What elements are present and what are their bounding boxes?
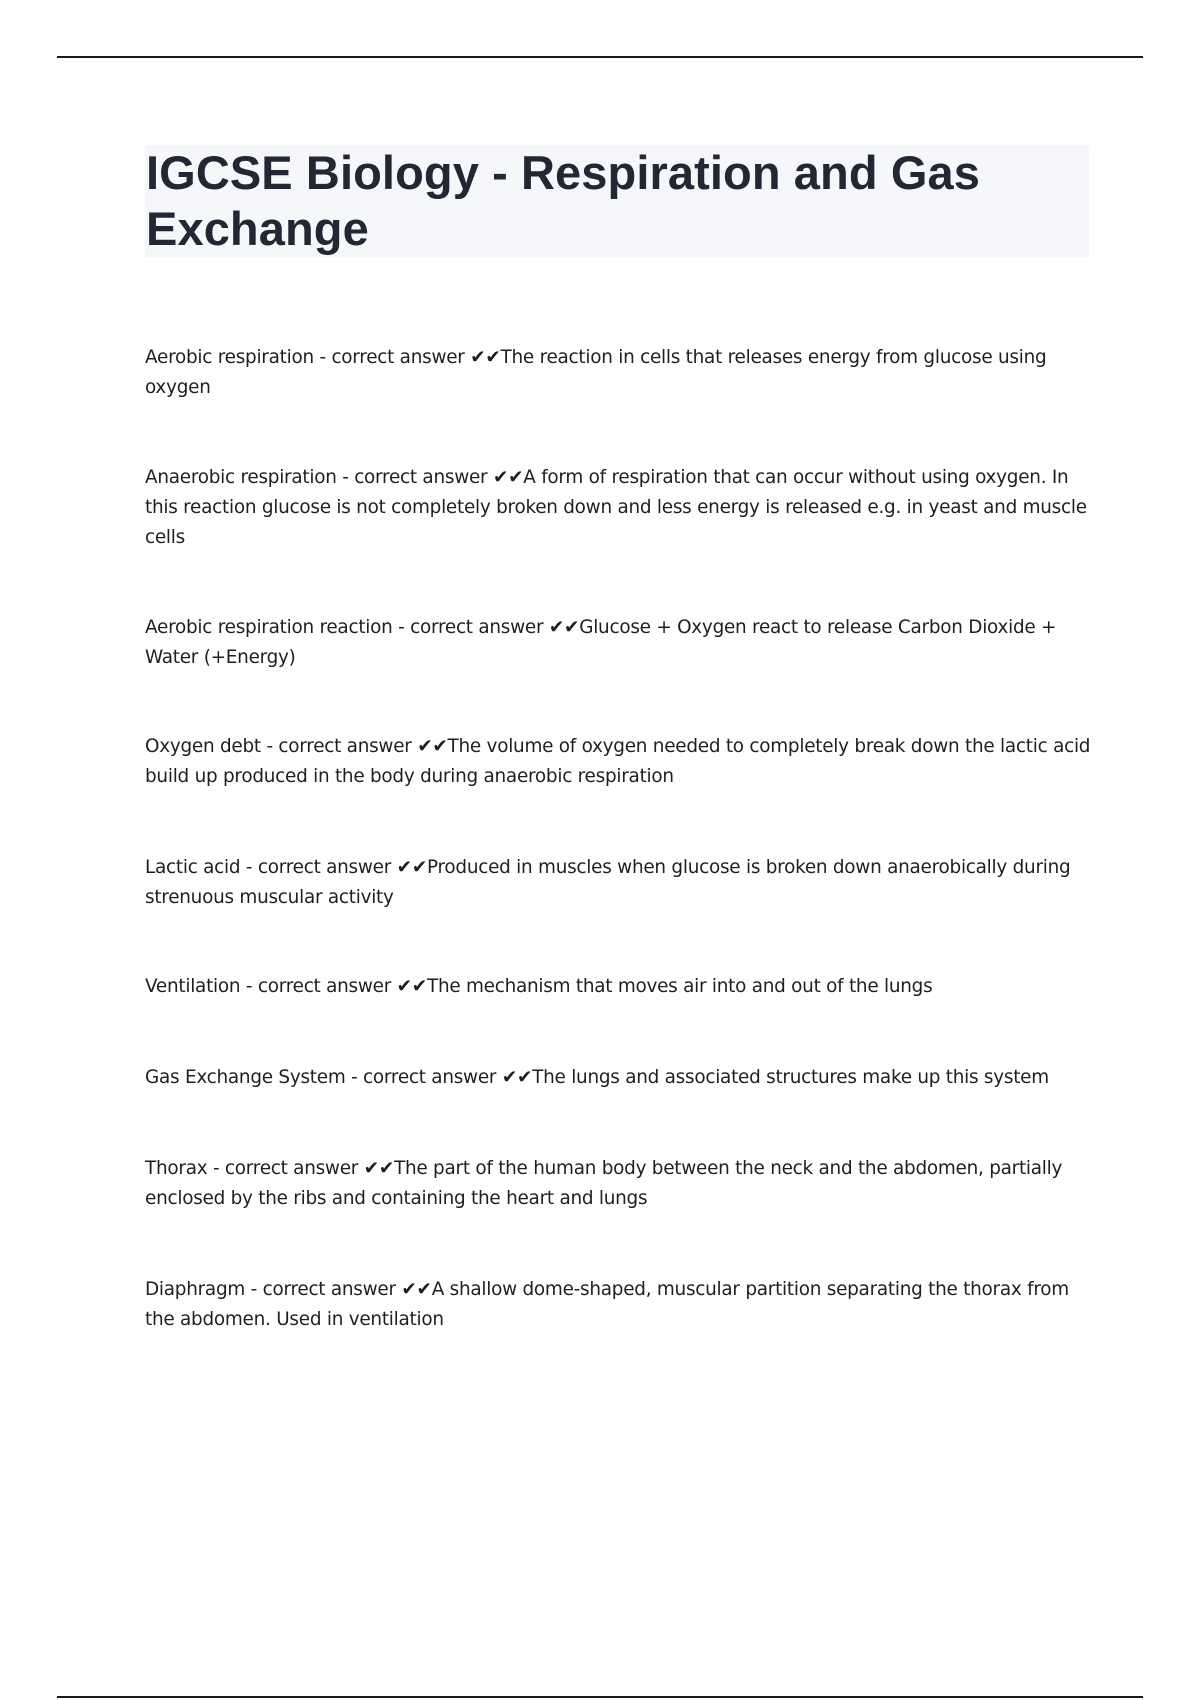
list-item: Aerobic respiration reaction - correct answer ✔✔Glucose + Oxygen react to release Carbon Dioxide + Water (+Energy) (145, 617, 1057, 668)
list-item: Lactic acid - correct answer ✔✔Produced in muscles when glucose is broken down anaerobically during strenuous muscular activity (145, 857, 1071, 908)
page-title: IGCSE Biology - Respiration and Gas Exchange (146, 146, 980, 255)
list-item: Ventilation - correct answer ✔✔The mechanism that moves air into and out of the lungs (145, 976, 933, 997)
list-item: Oxygen debt - correct answer ✔✔The volume of oxygen needed to completely break down the lactic acid build up produced in the body during anaerobic respiration (145, 736, 1091, 787)
list-item: Thorax - correct answer ✔✔The part of the human body between the neck and the abdomen, partially enclosed by the ribs and containing the heart and lungs (145, 1158, 1063, 1209)
list-item: Anaerobic respiration - correct answer ✔✔A form of respiration that can occur without using oxygen. In this reaction glucose is not completely broken down and less energy is released e.g. in yeast and muscle cells (145, 467, 1087, 548)
bottom-rule (57, 1696, 1143, 1698)
top-rule (57, 56, 1143, 58)
list-item: Gas Exchange System - correct answer ✔✔The lungs and associated structures make up this system (145, 1067, 1049, 1088)
title-banner (145, 145, 1089, 257)
list-item: Diaphragm - correct answer ✔✔A shallow dome-shaped, muscular partition separating the thorax from the abdomen. Used in ventilation (145, 1279, 1069, 1330)
list-item: Aerobic respiration - correct answer ✔✔The reaction in cells that releases energy from glucose using oxygen (145, 347, 1047, 398)
